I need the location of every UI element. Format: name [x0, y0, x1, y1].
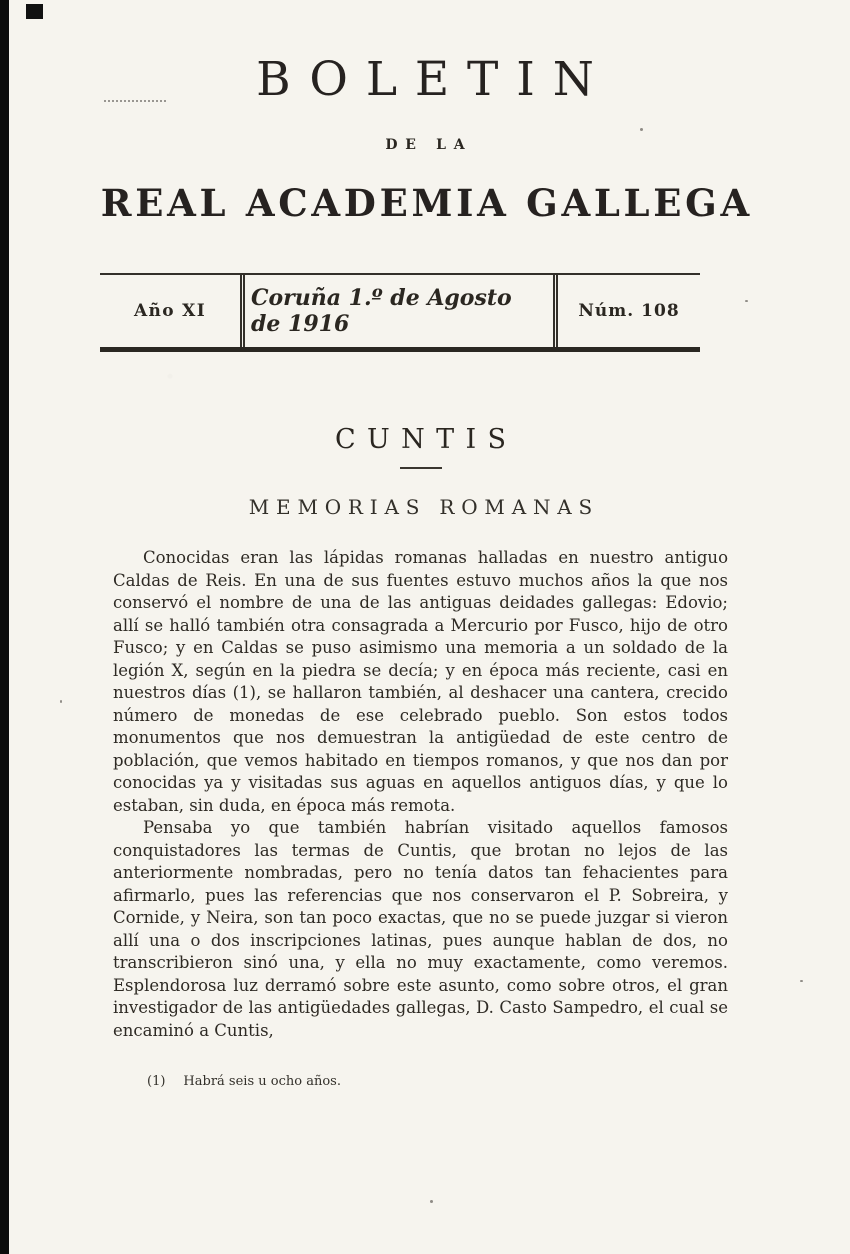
- scan-artifact: [104, 100, 166, 102]
- issue-bar: [100, 273, 700, 352]
- masthead-of-the: DE LA: [385, 137, 473, 153]
- bulletin-title: BOLETIN: [256, 52, 612, 107]
- article-title: CUNTIS: [335, 424, 518, 455]
- paragraph: Pensaba yo que también habrían visitado aquellos famosos conquistadores las termas de Cuntis, que brotan no lejos de las anteriormente nombradas, pero no tenía datos tan fehacientes para afirmarlo, pues las referencias que nos conservaron el P. Sobreira, y Cornide, y Neira, son tan poco exactas, que no se puede juzgar si vieron allí una o dos inscripciones latinas, pues aunque hablan de dos, no transcribieron sinó una, y ella no muy exactamente, como veremos. Esplendorosa luz derramó sobre este asunto, como sobre otros, el gran investigador de las antigüedades gallegas, D. Casto Sampedro, el cual se encaminó a Cuntis,: [113, 818, 728, 1040]
- footnote-marker: (1): [147, 1074, 166, 1089]
- issue-date: Coruña 1.º de Agosto de 1916: [240, 275, 558, 347]
- scan-speck: [800, 980, 803, 982]
- masthead: [0, 0, 850, 225]
- issue-year: Año XI: [133, 301, 207, 321]
- article-subtitle: MEMORIAS ROMANAS: [248, 495, 600, 519]
- scan-artifact: [26, 4, 43, 19]
- scan-speck: [430, 1200, 433, 1203]
- footnote-text: Habrá seis u ocho años.: [183, 1074, 341, 1089]
- issue-number: Núm. 108: [578, 301, 680, 321]
- title-rule: [400, 467, 442, 469]
- scan-speck: [640, 128, 643, 131]
- scan-speck: [60, 700, 62, 703]
- paragraph: Conocidas eran las lápidas romanas halladas en nuestro antiguo Caldas de Reis. En una de sus fuentes estuvo muchos años la que nos conservó el nombre de una de las antiguas deidades gallegas: Edovio; allí se halló también otra consagrada a Mercurio por Fusco, hijo de otro Fusco; y en Caldas se puso asimismo una memoria a un soldado de la legión X, según en la piedra se decía; y en época más reciente, casi en nuestros días (1), se hallaron también, al deshacer una cantera, crecido número de monedas de ese celebrado pueblo. Son estos todos monumentos que nos demuestran la antigüedad de este centro de población, que vemos habitado en tiempos romanos, y que nos dan por conocidas ya y visitadas sus aguas en aquellos antiguos días, y que lo estaban, sin duda, en época más remota.: [113, 548, 728, 815]
- footnote: [147, 1074, 728, 1089]
- article: [0, 424, 850, 1089]
- scan-speck: [745, 300, 748, 302]
- institution-name: REAL ACADEMIA GALLEGA: [100, 181, 753, 225]
- scan-edge-artifact: [0, 0, 9, 1254]
